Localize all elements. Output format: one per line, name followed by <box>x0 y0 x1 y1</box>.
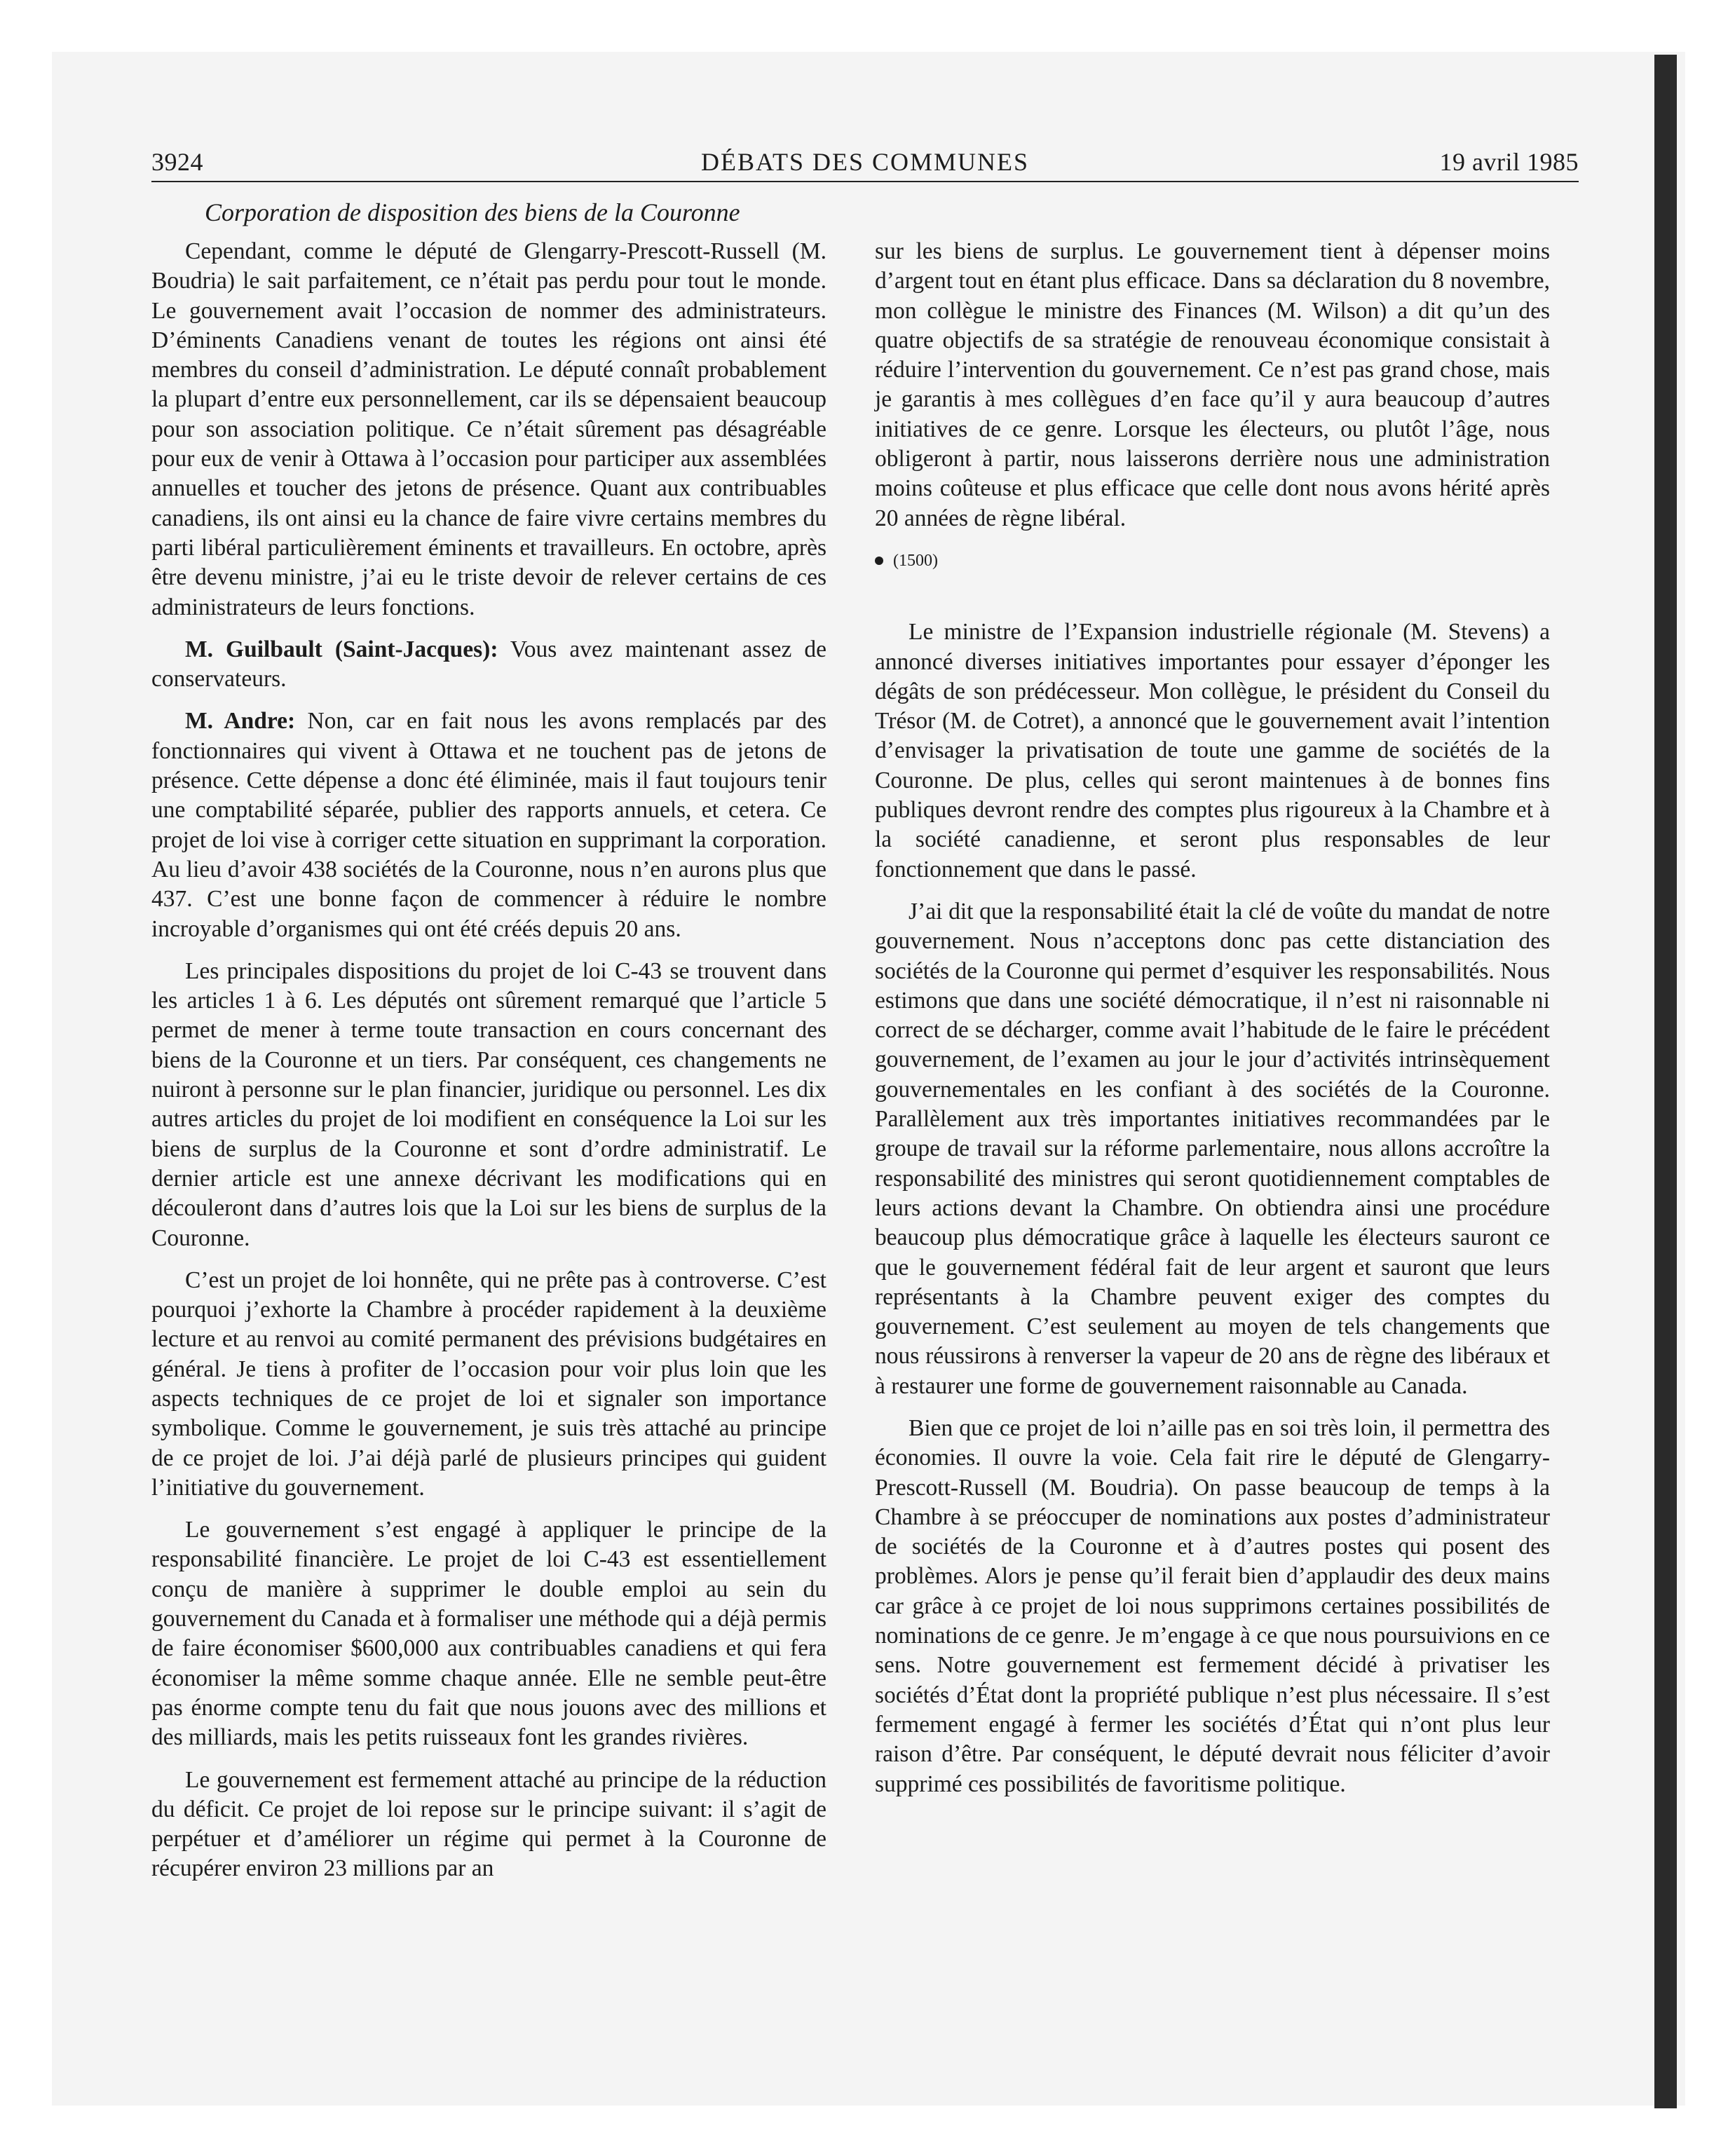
speaker-name: M. Andre: <box>185 708 296 735</box>
publication-date: 19 avril 1985 <box>1439 148 1579 176</box>
paragraph: Le gouvernement s’est engagé à appliquer le principe de la responsabilité financière. Le projet de loi C-43 est essentiellement conçu de manière à supprimer le double emploi au sein du gouvernement du Canada et à formaliser une méthode qui a déjà permis de faire économiser $600,000 aux contribuables canadiens et qui fera économiser la même somme chaque année. Elle ne semble peut-être pas énorme compte tenu du fait que nous jouons avec des millions et des milliards, mais les petits ruisseaux font les grandes rivières. <box>151 1517 826 1751</box>
publication-title: DÉBATS DES COMMUNES <box>700 148 1030 176</box>
paragraph: Cependant, comme le député de Glengarry-Prescott-Russell (M. Boudria) le sait parfaitement, ce n’était pas perdu pour tout le monde. Le gouvernement avait l’occasion de nommer des administrateurs. D’éminents Canadiens venant de toutes les régions ont ainsi été membres du conseil d’administration. Le député connaît probablement la plupart d’entre eux personnellement, car ils se dépensaient beaucoup pour son association politique. Ce n’était sûrement pas désagréable pour eux de venir à Ottawa à l’occasion pour participer aux assemblées annuelles et toucher des jetons de présence. Quant aux contribuables canadiens, ils ont ainsi eu la chance de faire vivre certains membres du parti libéral particulièrement éminents et travailleurs. En octobre, après être devenu ministre, j’ai eu le triste devoir de relever certains de ces administrateurs de leurs fonctions. <box>151 238 826 620</box>
paragraph: Bien que ce projet de loi n’aille pas en soi très loin, il permettra des économies. Il ouvre la voie. Cela fait rire le député de Glengarry-Prescott-Russell (M. Boudria). On passe beaucoup de temps à la Chambre à se préoccuper de nominations aux postes d’administrateur de sociétés de la Couronne et à d’autres postes qui posent des problèmes. Alors je pense qu’il ferait bien d’applaudir des deux mains car grâce à ce projet de loi nous supprimons certaines possibilités de nominations de ce genre. Je m’engage à ce que nous poursuivions en ce sens. Notre gouvernement est fermement décidé à privatiser les sociétés d’État dont la propriété publique n’est plus nécessaire. Il s’est fermement engagé à fermer les sociétés d’État qui n’ont plus leur raison d’être. Par conséquent, le député devrait nous féliciter d’avoir supprimé ces possibilités de favoritisme politique. <box>875 1414 1550 1797</box>
time-marker: (1500) <box>875 546 1550 575</box>
paragraph: M. Guilbault (Saint-Jacques): Vous avez maintenant assez de conservateurs. <box>151 636 826 692</box>
scan-edge-bar <box>1654 55 1677 2108</box>
paragraph: Les principales dispositions du projet de loi C-43 se trouvent dans les articles 1 à 6. Les députés ont sûrement remarqué que l’article 5 permet de mener à terme toute transaction en cours concernant des biens de la Couronne et un tiers. Par conséquent, ces changements ne nuiront à personne sur le plan financier, juridique ou personnel. Les dix autres articles du projet de loi modifient en conséquence la Loi sur les biens de surplus de la Couronne et sont d’ordre administratif. Le dernier article est une annexe décrivant les modifications qui en découleront dans d’autres lois que la Loi sur les biens de surplus de la Couronne. <box>151 957 826 1251</box>
subject-heading: Corporation de disposition des biens de la Couronne <box>205 198 740 226</box>
page-number: 3924 <box>151 148 203 176</box>
bullet-icon <box>875 557 883 565</box>
paragraph: Le gouvernement est fermement attaché au principe de la réduction du déficit. Ce projet de loi repose sur le principe suivant: il s’agit de perpétuer et d’améliorer un régime qui permet à la Couronne de récupérer environ 23 millions par an <box>151 1766 826 1882</box>
paragraph-continuation: sur les biens de surplus. Le gouvernement tient à dépenser moins d’argent tout en étant plus efficace. Dans sa déclaration du 8 novembre, mon collègue le ministre des Finances (M. Wilson) a dit qu’un des quatre objectifs de sa stratégie de renouveau économique consistait à réduire l’intervention du gouvernement. Ce n’est pas grand chose, mais je garantis à mes collègues d’en face qu’il y aura beaucoup d’autres initiatives de ce genre. Lorsque les électeurs, ou plutôt l’âge, nous obligeront à partir, nous laisserons derrière nous une administration moins coûteuse et plus efficace que celle dont nous avons hérité après 20 années de règne libéral. <box>875 238 1550 531</box>
speaker-name: M. Guilbault (Saint-Jacques): <box>185 636 498 662</box>
paragraph: J’ai dit que la responsabilité était la clé de voûte du mandat de notre gouvernement. Nous n’acceptons donc pas cette distanciation des sociétés de la Couronne qui permet d’esquiver les responsabilités. Nous estimons que dans une société démocratique, il n’est ni raisonnable ni correct de se décharger, comme avait l’habitude de le faire le précédent gouvernement, de l’examen au jour le jour d’activités intrinsèquement gouvernementales en les confiant à des sociétés de la Couronne. Parallèlement aux très importantes initiatives recommandées par le groupe de travail sur la réforme parlementaire, nous allons accroître la responsabilité des ministres qui seront quotidiennement comptables de leurs actions devant la Chambre. On obtiendra ainsi une procédure beaucoup plus démocratique grâce à laquelle les électeurs sauront ce que le gouvernement fédéral fait de leur argent et sauront que leurs représentants à la Chambre peuvent exiger des comptes du gouvernement. C’est seulement au moyen de tels changements que nous réussirons à renverser la vapeur de 20 ans de règne des libéraux et à restaurer une forme de gouvernement raisonnable au Canada. <box>875 898 1550 1399</box>
paragraph: M. Andre: Non, car en fait nous les avons remplacés par des fonctionnaires qui vivent à Ottawa et ne touchent pas de jetons de présence. Cette dépense a donc été éliminée, mais il faut toujours tenir une comptabilité séparée, publier des rapports annuels, et cetera. Ce projet de loi vise à corriger cette situation en supprimant la corporation. Au lieu d’avoir 438 sociétés de la Couronne, nous n’en aurons plus que 437. C’est une bonne façon de commencer à réduire le nombre incroyable d’organismes qui ont été créés depuis 20 ans. <box>151 708 827 942</box>
right-column <box>875 237 1550 1812</box>
header-rule <box>151 181 1579 182</box>
paragraph: Le ministre de l’Expansion industrielle régionale (M. Stevens) a annoncé diverses initiatives importantes pour essayer d’éponger les dégâts de son prédécesseur. Mon collègue, le président du Conseil du Trésor (M. de Cotret), a annoncé que le gouvernement avait l’intention d’envisager la privatisation de toute une gamme de sociétés de la Couronne. De plus, celles qui seront maintenues à de bonnes fins publiques devront rendre des comptes plus rigoureux à la Chambre et à la société canadienne, et seront plus responsables de leur fonctionnement que dans le passé. <box>875 619 1550 882</box>
left-column <box>151 237 826 1897</box>
paragraph: C’est un projet de loi honnête, qui ne prête pas à controverse. C’est pourquoi j’exhorte la Chambre à procéder rapidement à la deuxième lecture et au renvoi au comité permanent des prévisions budgétaires en général. Je tiens à profiter de l’occasion pour voir plus loin que les aspects techniques de ce projet de loi et signaler son importance symbolique. Comme le gouvernement, je suis très attaché au principe de ce projet de loi. J’ai déjà parlé de plusieurs principes qui guident l’initiative du gouvernement. <box>151 1267 826 1501</box>
page-header <box>151 147 1579 182</box>
